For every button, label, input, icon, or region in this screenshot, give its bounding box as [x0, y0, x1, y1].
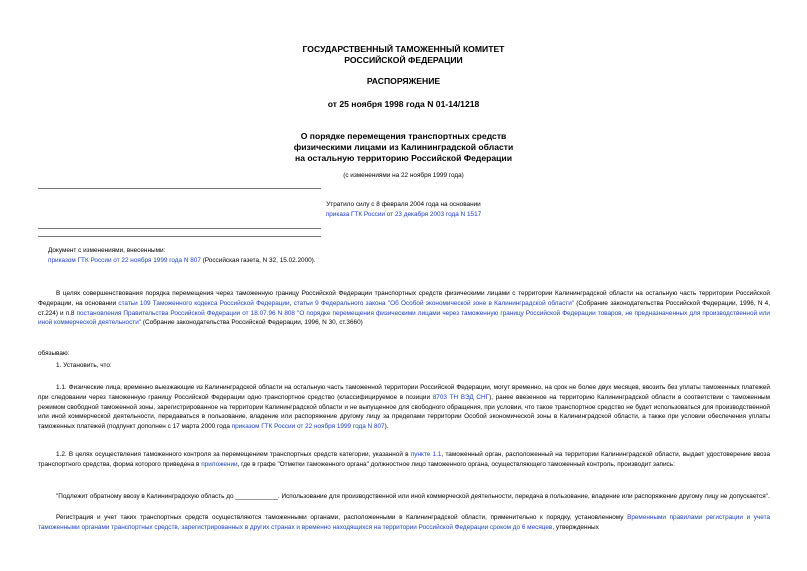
doc-title	[0, 131, 807, 164]
preamble-text: В целях совершенствования порядка перемещения через таможенную границу Российской Федерации транспортных средств физическими лицами с территории Калининградской области на остальную часть территории Российской Федерации, на основании	[38, 290, 770, 307]
doc-date: от 25 ноября 1998 года N 01-14/1218	[327, 99, 480, 109]
paragraph-text: Регистрация и учет таких транспортных средств осуществляются таможенными органами, расположенными в Калининградской области, применительно к порядку, установленному	[56, 514, 628, 521]
preamble-text: (Собрание законодательства Российской Федерации, 1996, N 30, ст.3660)	[141, 319, 363, 327]
changes-block	[48, 246, 608, 265]
paragraph-text: 1.1. Физические лица, временно выезжающие из Калининградской области на остальную часть таможенной территории Российской Федерации, могут временно, на срок не более двух месяцев, ввозить без уплаты таможенных платежей при следовании через таможенную границу Российской Федерации одно транспортное средство (классифицируемое в позиции	[38, 384, 770, 401]
title-line-1: О порядке перемещения транспортных средств	[300, 131, 507, 141]
tn-ved-code-link[interactable]: 8703 ТН ВЭД СНГ	[432, 393, 490, 401]
appendix-link[interactable]: приложении	[201, 460, 238, 468]
obliges-text: обязываю:	[38, 350, 70, 357]
paragraph-1-1	[38, 383, 770, 432]
divider-line	[38, 188, 321, 189]
amending-order-link[interactable]: приказом ГТК России от 22 ноября 1999 года N 807	[48, 256, 201, 264]
changes-source: (Российская газета, N 32, 15.02.2000).	[200, 256, 316, 264]
temporary-rules-link[interactable]: Временными правилами регистрации и учета таможенными органами транспортных средств, зарегистрированных в других странах и временно находящихся на территории Российской Федерации сроком до 6 месяцев	[38, 514, 770, 531]
customs-code-link[interactable]: статьи 109 Таможенного кодекса Российской Федерации	[118, 299, 290, 307]
paragraph-text: , где в графе "Отметки таможенного органа" должностное лицо таможенного органа, осуществляющего таможенный контроль, производит запись:	[237, 460, 675, 468]
paragraph-text: 1.2. В целях осуществления таможенного контроля за перемещением транспортных средств категории, указанной в	[56, 451, 411, 458]
federal-law-link[interactable]: статьи 9 Федерального закона "Об Особой экономической зоне в Калининградской области"	[293, 299, 575, 307]
changes-intro: Документ с изменениями, внесенными:	[48, 247, 166, 254]
issuer-line-1: ГОСУДАРСТВЕННЫЙ ТАМОЖЕННЫЙ КОМИТЕТ	[302, 44, 505, 54]
paragraph-text: ).	[384, 423, 389, 431]
preamble-paragraph	[38, 289, 770, 328]
quote-paragraph: "Подлежит обратному ввозу в Калининградскую область до ____________. Использование для производственной или иной коммерческой деятельности, передача в пользование, владение или распоряжение другому лицу не допускается".	[56, 493, 770, 500]
amendment-note: (с изменениями на 22 ноября 1999 года)	[343, 172, 464, 179]
registration-paragraph	[38, 513, 770, 533]
paragraph-text: ), ранее ввезенное на территорию Калининградской области в соответствии с таможенным режимом свободной таможенной зоны, зарегистрированное на территории Калининградской области и не выпущенное для свободного обращения, при условии, что такое транспортное средство не будет использоваться для производственной или иной коммерческой деятельности, передаваться в пользование, владение или распоряжение другому лицу за пределами территории Особой экономической зоны в Калининградской области, а также при условии обеспечения уплаты таможенных платежей (подпункт дополнен с 17 марта 2000 года	[38, 393, 770, 431]
amending-order-link-inline[interactable]: приказом ГТК России от 22 ноября 1999 года N 807	[231, 423, 385, 431]
doc-type: РАСПОРЯЖЕНИЕ	[366, 76, 441, 86]
preamble-text: ,	[289, 299, 294, 307]
government-decree-link[interactable]: постановления Правительства Российской Федерации от 18.07.96 N 808 "О порядке перемещения физическими лицами через таможенную границу Российской Федерации товаров, не предназначенных для производственной или иной коммерческой деятельности"	[38, 309, 771, 327]
title-line-2: физическими лицами из Калининградской области	[293, 142, 514, 152]
clause-1-1-link[interactable]: пункте 1.1	[410, 451, 442, 458]
divider-line	[38, 228, 321, 229]
repeal-order-link[interactable]: приказа ГТК России от 23 декабря 2003 года N 1517	[325, 210, 482, 218]
paragraph-text: , утвержденных	[552, 523, 599, 531]
paragraph-1-2	[38, 450, 770, 470]
title-line-3: на остальную территорию Российской Федерации	[295, 153, 512, 163]
paragraph-text: , таможенный орган, расположенный на территории Калининградской области, выдает удостоверение ввоза транспортного средства, форма которого приведена в	[38, 451, 771, 468]
item-1-heading: 1. Установить, что:	[56, 362, 112, 369]
status-block	[240, 200, 567, 219]
status-text: Утратило силу с 8 февраля 2004 года на основании	[326, 201, 481, 208]
preamble-text: (Собрание законодательства Российской Федерации, 1996, N 4, ст.224) и п.8	[38, 299, 770, 317]
issuer-line-2: РОССИЙСКОЙ ФЕДЕРАЦИИ	[344, 55, 463, 65]
issuer-heading	[0, 44, 807, 66]
divider-line	[38, 236, 321, 237]
